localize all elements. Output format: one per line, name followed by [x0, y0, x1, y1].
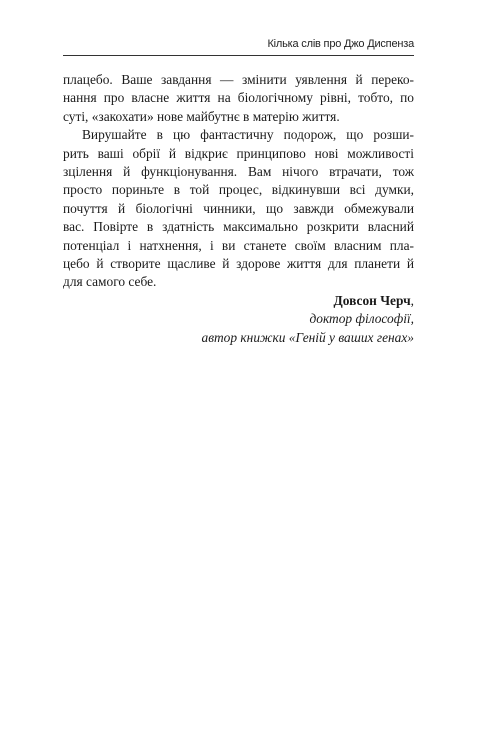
text-line: нання про власне життя на біологічному рівні, тобто, по: [63, 90, 414, 106]
signature-name-line: [63, 292, 414, 310]
text-line: просто пориньте в той процес, відкинувши всі думки,: [63, 182, 414, 198]
signature-block: [63, 292, 414, 347]
page-body: [63, 71, 414, 347]
text-line: для самого себе.: [63, 274, 157, 290]
text-line: цебо й створите щасливе й здорове життя для планети й: [63, 256, 414, 272]
text-line: потенціал і натхнення, і ви станете своїм власним пла-: [63, 237, 414, 253]
text-line: плацебо. Ваше завдання — змінити уявлення й переко-: [63, 72, 414, 87]
paragraph-1: [63, 71, 414, 126]
author-book: автор книжки «Геній у ваших генах»: [201, 329, 414, 345]
author-name: Довсон Черч: [333, 292, 411, 308]
text-line: Вирушайте в цю фантастичну подорож, що розши-: [82, 127, 414, 143]
text-line: почуття й біологічні чинники, що завжди обмежували: [63, 200, 414, 216]
author-title: доктор філософії,: [309, 311, 414, 327]
name-comma: ,: [410, 292, 414, 308]
text-line: рить ваші обрії й відкриє принципово нові можливості: [63, 145, 414, 161]
text-line: суті, «закохати» нове майбутнє в матерію життя.: [63, 108, 340, 124]
text-line: вас. Повірте в здатність максимально розкрити власний: [63, 219, 414, 235]
header-rule: [63, 55, 414, 56]
running-head: Кілька слів про Джо Диспенза: [267, 38, 414, 50]
paragraph-2: [63, 126, 414, 292]
text-line: зцілення й функціонування. Вам нічого втрачати, тож: [63, 164, 414, 180]
